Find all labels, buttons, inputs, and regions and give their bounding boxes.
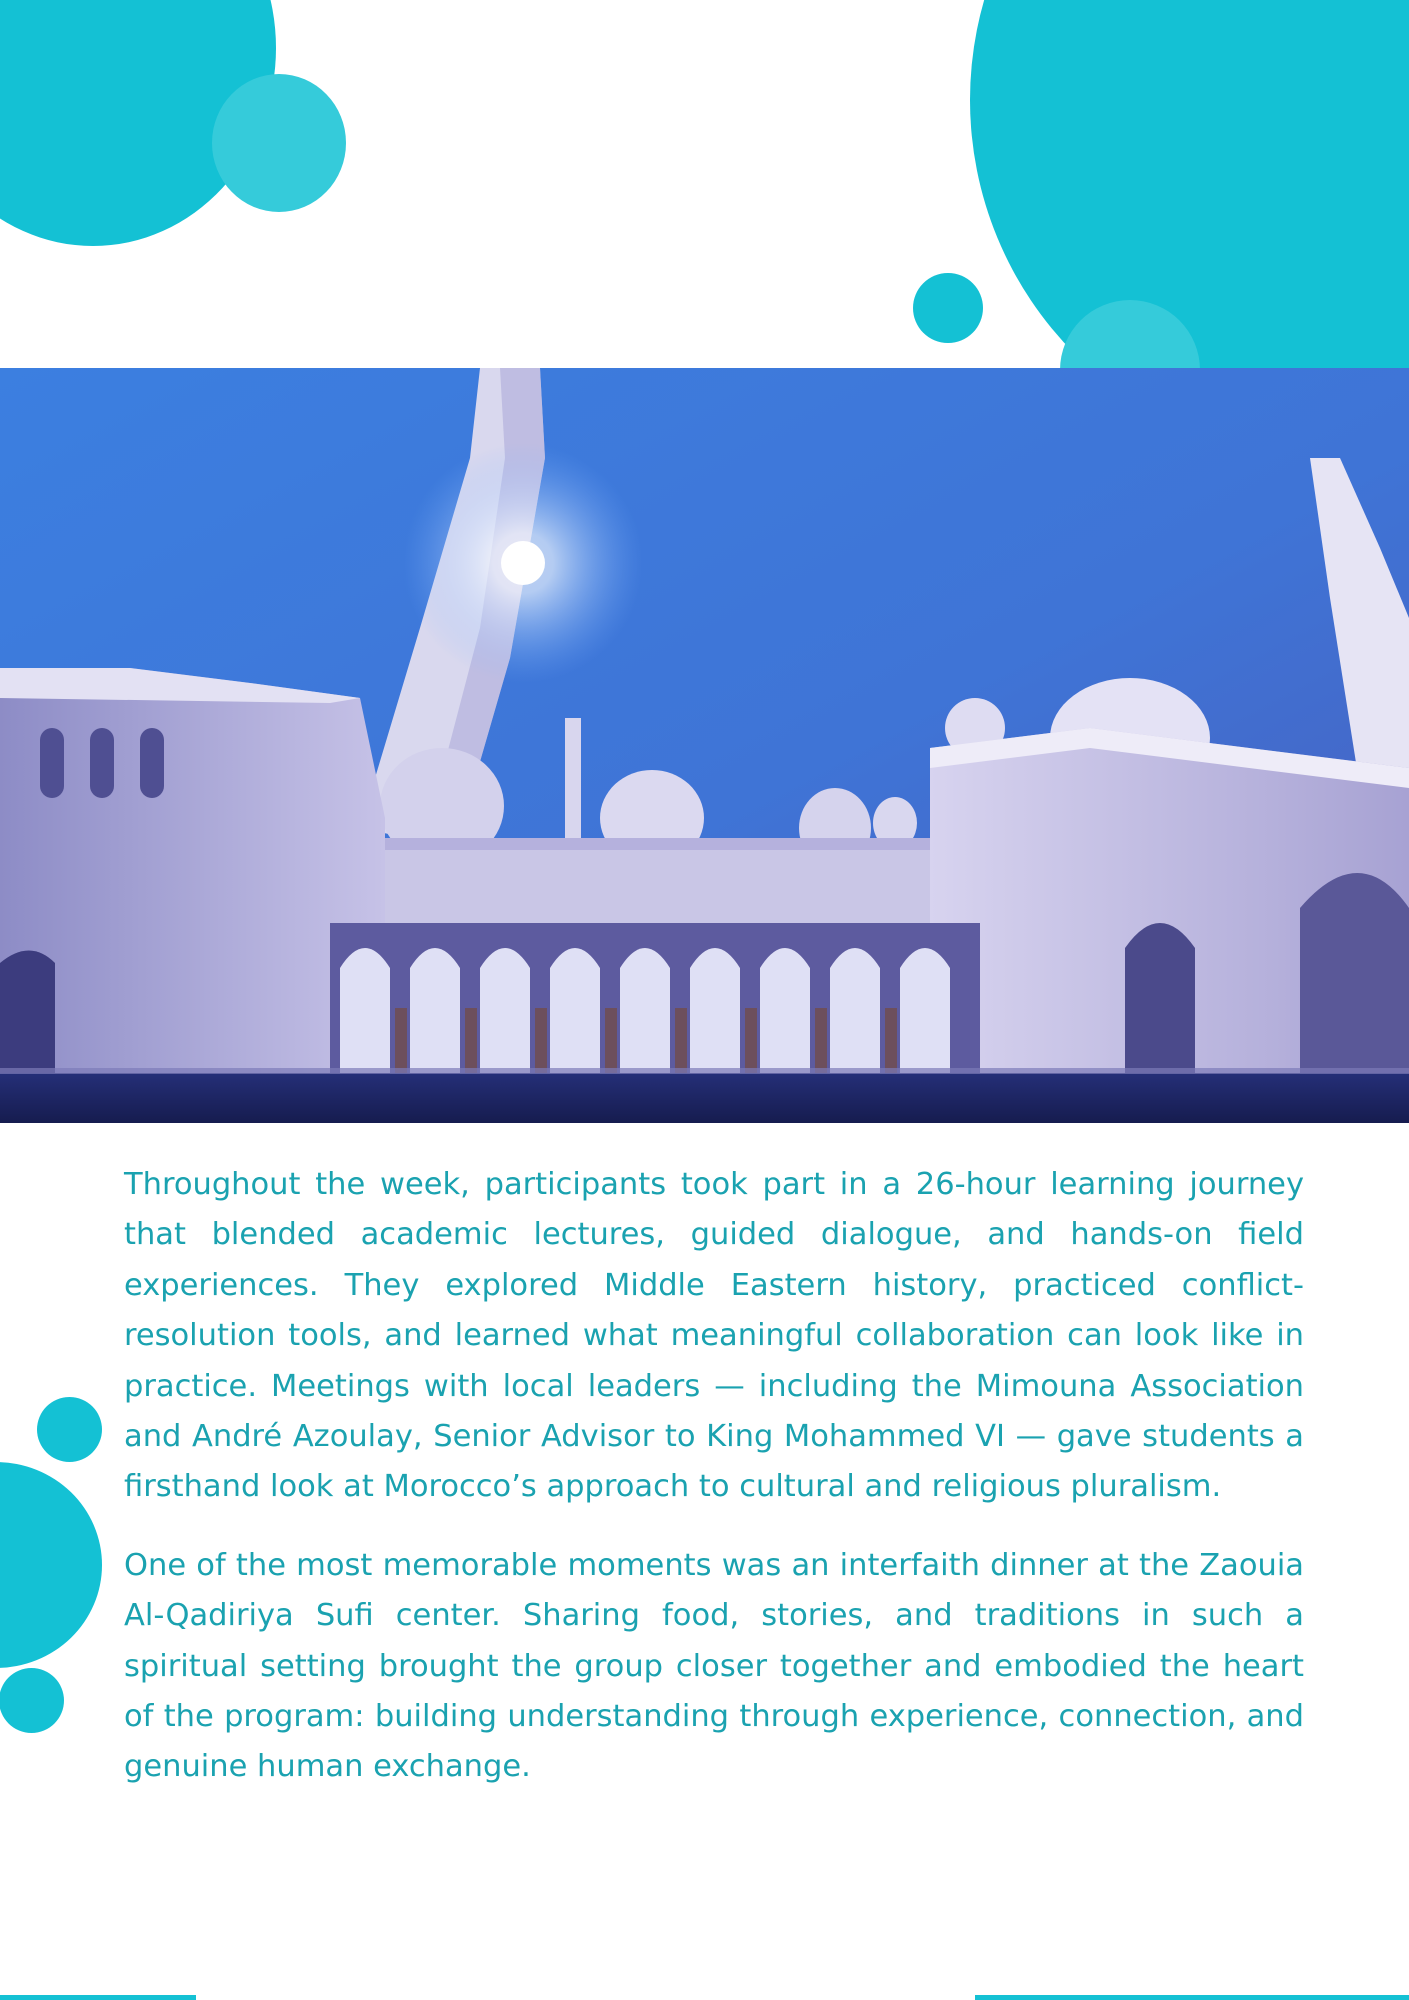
mosque-photo	[0, 368, 1409, 1123]
article-body	[124, 1160, 1304, 1793]
paragraph-interfaith-dinner: One of the most memorable moments was an interfaith dinner at the Zaouia Al-Qadiriya Sufi center. Sharing food, stories, and traditions in such a spiritual setting brought the group closer together and embodied the heart of the program: building understanding through experience, connection, and genuine human exchange.	[124, 1547, 1304, 1785]
decorative-bubble-top-left-small	[212, 74, 346, 212]
decorative-bottom-line-left	[0, 1995, 196, 2000]
decorative-bubble-left-large	[0, 1462, 102, 1668]
mosque-illustration	[0, 368, 1409, 1123]
decorative-bubble-left-small-top	[37, 1397, 102, 1462]
paragraph-program-overview: Throughout the week, participants took part in a 26-hour learning journey that blended academic lectures, guided dialogue, and hands-on field experiences. They explored Middle Eastern history, practiced conflict-resolution tools, and learned what meaningful collaboration can look like in practice. Meetings with local leaders — including the Mimouna Association and André Azoulay, Senior Advisor to King Mohammed VI — gave students a firsthand look at Morocco’s approach to cultural and religious pluralism.	[124, 1167, 1304, 1505]
decorative-bubble-top-mid-small	[913, 273, 983, 343]
decorative-bubble-left-small-bottom	[0, 1668, 64, 1733]
decorative-bottom-line-right	[975, 1995, 1409, 2000]
